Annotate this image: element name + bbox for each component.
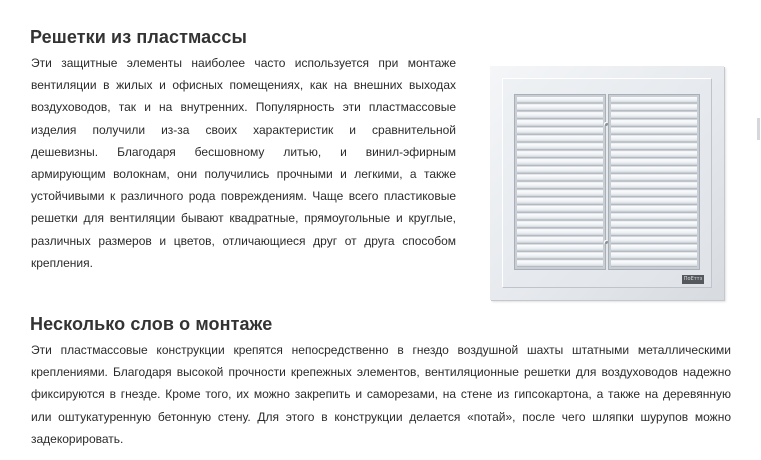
section-paragraph-plastic-grilles: Эти защитные элементы наиболее часто используется при монтаже вентиляции в жилых и офисных помещениях, как на внешних выходах воздуховодов, так и на внутренних. Популярность эти пластмассовые изделия получили из-за своих характеристик и сравнительной дешевизны. Благодаря бесшовному литью, и винил-эфирным армирующим волокнам, они получились прочными и легкими, а также устойчивыми к различного рода повреждениям. Чаще всего пластиковые решетки для вентиляции бывают квадратные, прямоугольные и круглые, различных размеров и цветов, отличающиеся друг от друга способом крепления. [31,56,456,270]
screw-icon [604,240,608,244]
grille-louver-panel-left [514,94,606,270]
grille-louver-panel-right [608,94,700,270]
section-paragraph-installation: Эти пластмассовые конструкции крепятся непосредственно в гнездо воздушной шахты штатными металлическими креплениями. Благодаря высокой прочности крепежных элементов, вентиляционные решетки для воздуховодов надежно фиксируются в гнезде. Кроме того, их можно закрепить и саморезами, на стене из гипсокартона, а также на деревянную или оштукатуренную бетонную стену. Для этого в конструкции делается «потай», после чего шляпки шурупов можно задекорировать. [31,343,731,446]
screw-icon [604,122,608,126]
ventilation-grille-image [490,66,724,300]
section-title-plastic-grilles: Решетки из пластмассы [30,27,247,47]
adjacent-image-edge [757,118,760,140]
brand-label: ПоЕттз [683,276,703,282]
section-title-installation: Несколько слов о монтаже [30,314,273,334]
